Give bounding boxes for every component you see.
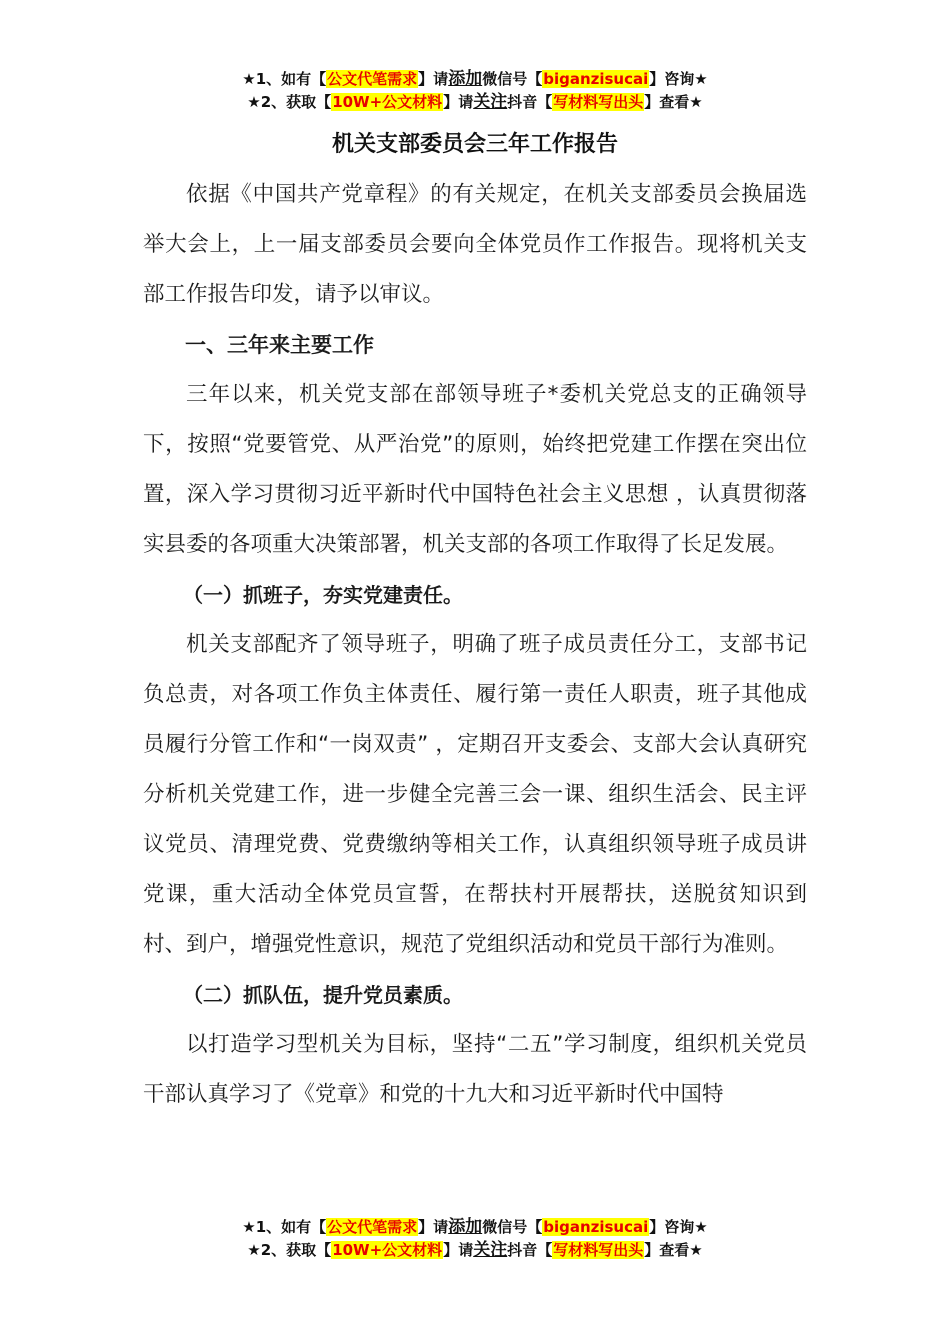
notice-text: ★1、如有【 (242, 70, 327, 88)
bottom-notice-banner (0, 1216, 950, 1262)
notice-text: 】咨询★ (649, 70, 708, 88)
notice-emphasis: 添加 (448, 1217, 483, 1237)
notice-line-1 (0, 68, 950, 91)
notice-text: 】请 (418, 1218, 449, 1236)
notice-text: 】请 (443, 1241, 474, 1259)
highlight-douyin-account: 写材料写出头 (553, 1241, 644, 1259)
notice-text: 】查看★ (644, 93, 703, 111)
notice-text: ★1、如有【 (242, 1218, 327, 1236)
subsection-heading: （一）抓班子，夯实党建责任。 (183, 583, 463, 607)
notice-text: ★2、获取【 (247, 1241, 332, 1259)
notice-text: 微信号【 (482, 1218, 543, 1236)
notice-emphasis: 关注 (473, 92, 508, 112)
section-heading: 一、三年来主要工作 (185, 333, 374, 357)
highlight-materials: 10W+公文材料 (332, 93, 443, 111)
subsection-paragraph: 以打造学习型机关为目标，坚持“二五”学习制度，组织机关党员干部认真学习了《党章》和党的十九大和习近平新时代中国特 (143, 1032, 807, 1107)
notice-text: ★2、获取【 (247, 93, 332, 111)
notice-text: 微信号【 (482, 70, 543, 88)
notice-line-2 (0, 1239, 950, 1262)
subsection-paragraph: 机关支部配齐了领导班子，明确了班子成员责任分工，支部书记负总责，对各项工作负主体责任、履行第一责任人职责，班子其他成员履行分管工作和“一岗双责” ，定期召开支委会、支部大会认真研究分析机关党建工作，进一步健全完善三会一课、组织生活会、民主评议党员、清理党费、党费缴纳等相关工作，认真组织领导班子成员讲党课，重大活动全体党员宣誓，在帮扶村开展帮扶，送脱贫知识到村、到户，增强党性意识，规范了党组织活动和党员干部行为准则。 (143, 632, 807, 957)
highlight-wechat-id: biganzisucai (543, 70, 649, 88)
highlight-materials: 10W+公文材料 (332, 1241, 443, 1259)
highlight-wechat-id: biganzisucai (543, 1218, 649, 1236)
notice-line-1 (0, 1216, 950, 1239)
intro-paragraph: 依据《中国共产党章程》的有关规定，在机关支部委员会换届选举大会上，上一届支部委员会要向全体党员作工作报告。现将机关支部工作报告印发，请予以审议。 (143, 182, 807, 307)
highlight-service: 公文代笔需求 (327, 70, 418, 88)
notice-line-2 (0, 91, 950, 114)
notice-text: 】请 (443, 93, 474, 111)
notice-emphasis: 添加 (448, 69, 483, 89)
notice-text: 】查看★ (644, 1241, 703, 1259)
notice-text: 】咨询★ (649, 1218, 708, 1236)
highlight-service: 公文代笔需求 (327, 1218, 418, 1236)
notice-text: 抖音【 (507, 93, 553, 111)
subsection-heading: （二）抓队伍，提升党员素质。 (183, 983, 463, 1007)
notice-text: 抖音【 (507, 1241, 553, 1259)
document-title: 机关支部委员会三年工作报告 (331, 132, 618, 157)
notice-emphasis: 关注 (473, 1240, 508, 1260)
section-paragraph: 三年以来，机关党支部在部领导班子*委机关党总支的正确领导下，按照“党要管党、从严治党”的原则，始终把党建工作摆在突出位置，深入学习贯彻习近平新时代中国特色社会主义思想 ，认真贯彻落实县委的各项重大决策部署，机关支部的各项工作取得了长足发展。 (143, 382, 807, 557)
highlight-douyin-account: 写材料写出头 (553, 93, 644, 111)
top-notice-banner (0, 68, 950, 114)
notice-text: 】请 (418, 70, 449, 88)
document-body (143, 170, 807, 1120)
